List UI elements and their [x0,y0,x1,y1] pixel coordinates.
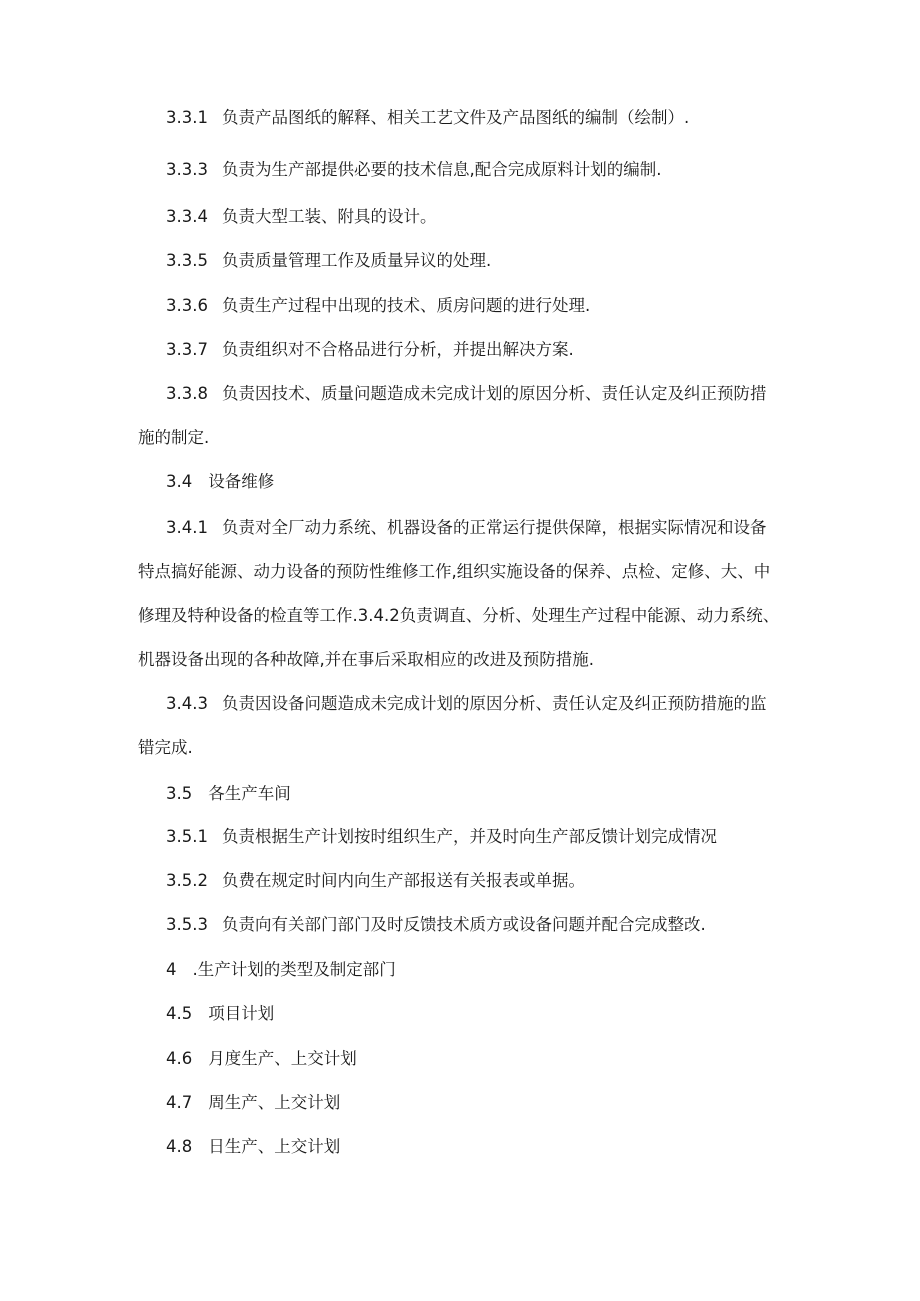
item-text: 周生产、上交计划 [208,1093,341,1112]
item-4-6 [0,1048,920,1070]
section-number: 4.7 [166,1093,193,1112]
paragraph-3-4-3-continued [0,737,920,759]
paragraph-text: 负责因技术、质量问题造成未完成计划的原因分析、责任认定及纠正预防措 [221,384,767,403]
paragraph-text: 错完成. [138,738,193,757]
section-number: 3.3.8 [166,384,208,403]
paragraph-3-3-8 [0,383,920,405]
section-number: 4 [166,960,177,979]
paragraph-3-3-8-continued [0,427,920,449]
section-number: 3.5.3 [166,915,208,934]
section-number: 4.5 [166,1004,193,1023]
section-number: 3.3.3 [166,160,208,179]
heading-4 [0,959,920,981]
heading-text: .生产计划的类型及制定部门 [192,960,396,979]
item-text: 日生产、上交计划 [208,1137,341,1156]
paragraph-3-3-6 [0,295,920,317]
section-number: 3.3.6 [166,296,208,315]
paragraph-text: 负费在规定时间内向生产部报送有关报表或单据。 [221,871,585,890]
paragraph-text: 负责产品图纸的解释、相关工艺文件及产品图纸的编制（绘制）. [221,108,690,127]
paragraph-3-5-2 [0,870,920,892]
paragraph-text: 负责组织对不合格品进行分析，并提出解决方案. [221,340,574,359]
section-number: 3.4.3 [166,694,208,713]
section-number: 3.5.2 [166,871,208,890]
section-number: 3.3.1 [166,108,208,127]
paragraph-text: 负责因设备问题造成未完成计划的原因分析、责任认定及纠正预防措施的监 [221,694,767,713]
paragraph-text: 施的制定. [138,428,210,447]
section-number: 3.5.1 [166,827,208,846]
paragraph-text: 负责为生产部提供必要的技术信息,配合完成原料计划的编制. [221,160,662,179]
paragraph-text: 负责生产过程中出现的技术、质房问题的进行处理. [221,296,591,315]
paragraph-3-5-3 [0,914,920,936]
paragraph-text: 负责对全厂动力系统、机器设备的正常运行提供保障，根据实际情况和设备 [221,518,767,537]
heading-text: 各生产车间 [208,784,291,803]
paragraph-text: 负责向有关部门部门及时反馈技术质方或设备问题并配合完成整改. [221,915,706,934]
heading-3-4 [0,471,920,493]
paragraph-3-3-7 [0,339,920,361]
section-number: 4.8 [166,1137,193,1156]
section-number: 4.6 [166,1049,193,1068]
paragraph-3-3-5 [0,250,920,272]
heading-text: 设备维修 [208,472,275,491]
paragraph-text: 机器设备出现的各种故障,并在事后采取相应的改进及预防措施. [138,650,594,669]
paragraph-3-4-1-line-4 [0,649,920,671]
paragraph-text: 负责质量管理工作及质量异议的处理. [221,251,492,270]
section-number: 3.5 [166,784,193,803]
heading-3-5 [0,783,920,805]
section-number: 3.4.1 [166,518,208,537]
paragraph-3-3-4 [0,206,920,228]
paragraph-text: 特点搞好能源、动力设备的预防性维修工作,组织实施设备的保养、点检、定修、大、中 [138,562,771,581]
section-number: 3.3.5 [166,251,208,270]
paragraph-text: 负责大型工装、附具的设计。 [221,207,437,226]
paragraph-3-4-1-line-3 [0,605,920,627]
paragraph-3-4-3 [0,693,920,715]
item-4-7 [0,1092,920,1114]
paragraph-3-5-1 [0,826,920,848]
paragraph-3-3-3 [0,159,920,181]
item-text: 月度生产、上交计划 [208,1049,357,1068]
paragraph-text: 修理及特种设备的检直等工作.3.4.2负责调直、分析、处理生产过程中能源、动力系统、 [138,606,780,625]
section-number: 3.3.4 [166,207,208,226]
item-text: 项目计划 [208,1004,275,1023]
paragraph-3-3-1 [0,107,920,129]
paragraph-3-4-1-line-2 [0,561,920,583]
item-4-5 [0,1003,920,1025]
item-4-8 [0,1136,920,1158]
section-number: 3.3.7 [166,340,208,359]
paragraph-3-4-1 [0,517,920,539]
paragraph-text: 负责根据生产计划按时组织生产，并及时向生产部反馈计划完成情况 [221,827,717,846]
section-number: 3.4 [166,472,193,491]
